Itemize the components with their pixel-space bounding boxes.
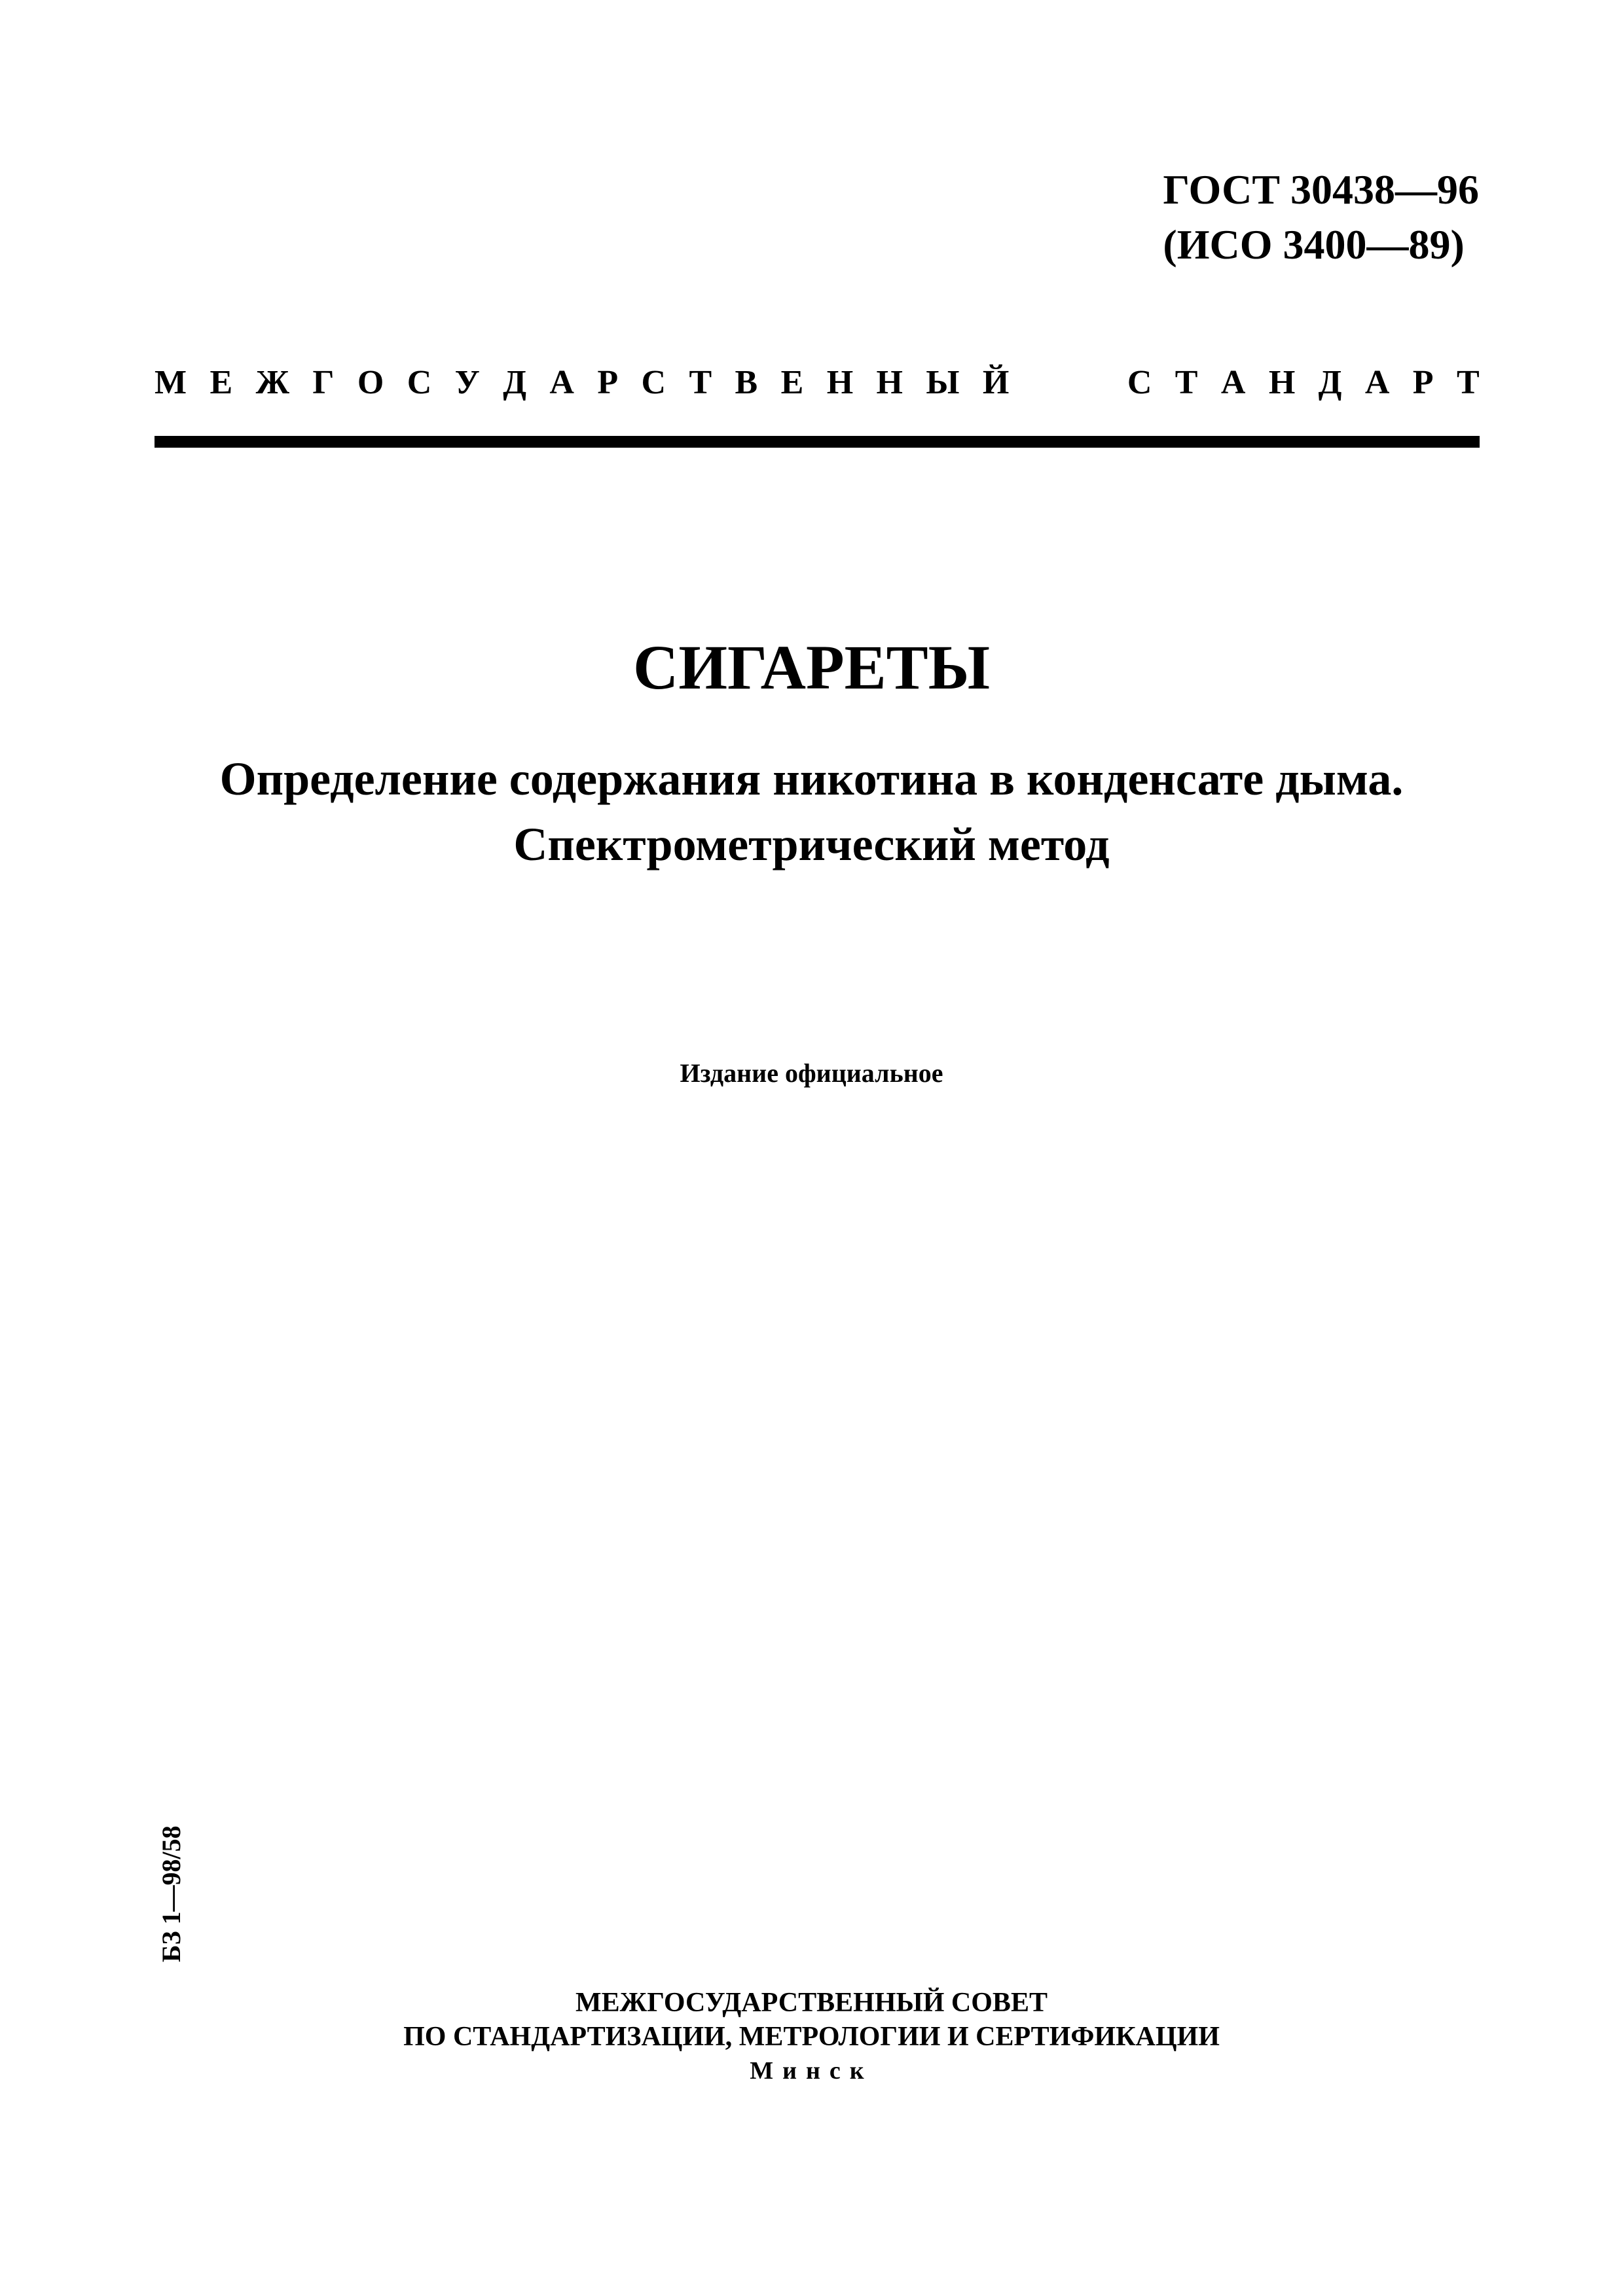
header-letter: Р	[597, 364, 619, 401]
publisher-line-2: ПО СТАНДАРТИЗАЦИИ, МЕТРОЛОГИИ И СЕРТИФИКАЦИИ	[403, 2022, 1220, 2052]
gost-number: ГОСТ 30438—96	[1163, 166, 1479, 213]
header-letter: Д	[1318, 364, 1342, 401]
header-letter: Т	[1456, 364, 1480, 401]
header-rule	[155, 436, 1480, 448]
standard-type-header	[155, 360, 1480, 406]
iso-number: (ИСО 3400—89)	[1163, 221, 1465, 268]
header-letter: Т	[689, 364, 712, 401]
header-letter: Ж	[255, 364, 289, 401]
header-word-gap	[1064, 360, 1072, 406]
header-letter: Н	[826, 364, 854, 401]
header-letter: А	[1220, 364, 1246, 401]
header-letter: М	[155, 364, 187, 401]
header-word-gap	[1095, 360, 1104, 406]
header-letter: Т	[1175, 364, 1198, 401]
header-word-gap	[1032, 360, 1041, 406]
subtitle-line-1: Определение содержания никотина в конденсате дыма.	[219, 753, 1404, 805]
header-letter: Г	[312, 364, 335, 401]
header-letter: Ы	[926, 364, 960, 401]
header-letter: С	[1127, 364, 1152, 401]
publisher-city: Минск	[750, 2057, 873, 2085]
header-letter: А	[549, 364, 574, 401]
header-letter: Й	[982, 364, 1010, 401]
side-code: БЗ 1—98/58	[156, 1825, 186, 1962]
publisher-line-1: МЕЖГОСУДАРСТВЕННЫЙ СОВЕТ	[575, 1988, 1048, 2018]
header-letter: Н	[876, 364, 903, 401]
header-letter: А	[1364, 364, 1390, 401]
header-letter: Д	[503, 364, 526, 401]
edition-note: Издание официальное	[680, 1058, 943, 1088]
header-letter: Р	[1412, 364, 1434, 401]
header-letter: С	[407, 364, 432, 401]
header-letter: Н	[1268, 364, 1296, 401]
standard-designation	[1163, 162, 1479, 272]
document-title: СИГАРЕТЫ	[633, 632, 990, 702]
header-letter: С	[641, 364, 666, 401]
document-subtitle	[0, 746, 1623, 877]
header-letter: У	[454, 364, 480, 401]
header-letter: О	[357, 364, 384, 401]
header-letter: Е	[780, 364, 804, 401]
subtitle-line-2: Спектрометрический метод	[513, 818, 1110, 870]
header-letter: В	[735, 364, 758, 401]
publisher-block	[0, 1986, 1623, 2088]
header-letter: Е	[210, 364, 233, 401]
